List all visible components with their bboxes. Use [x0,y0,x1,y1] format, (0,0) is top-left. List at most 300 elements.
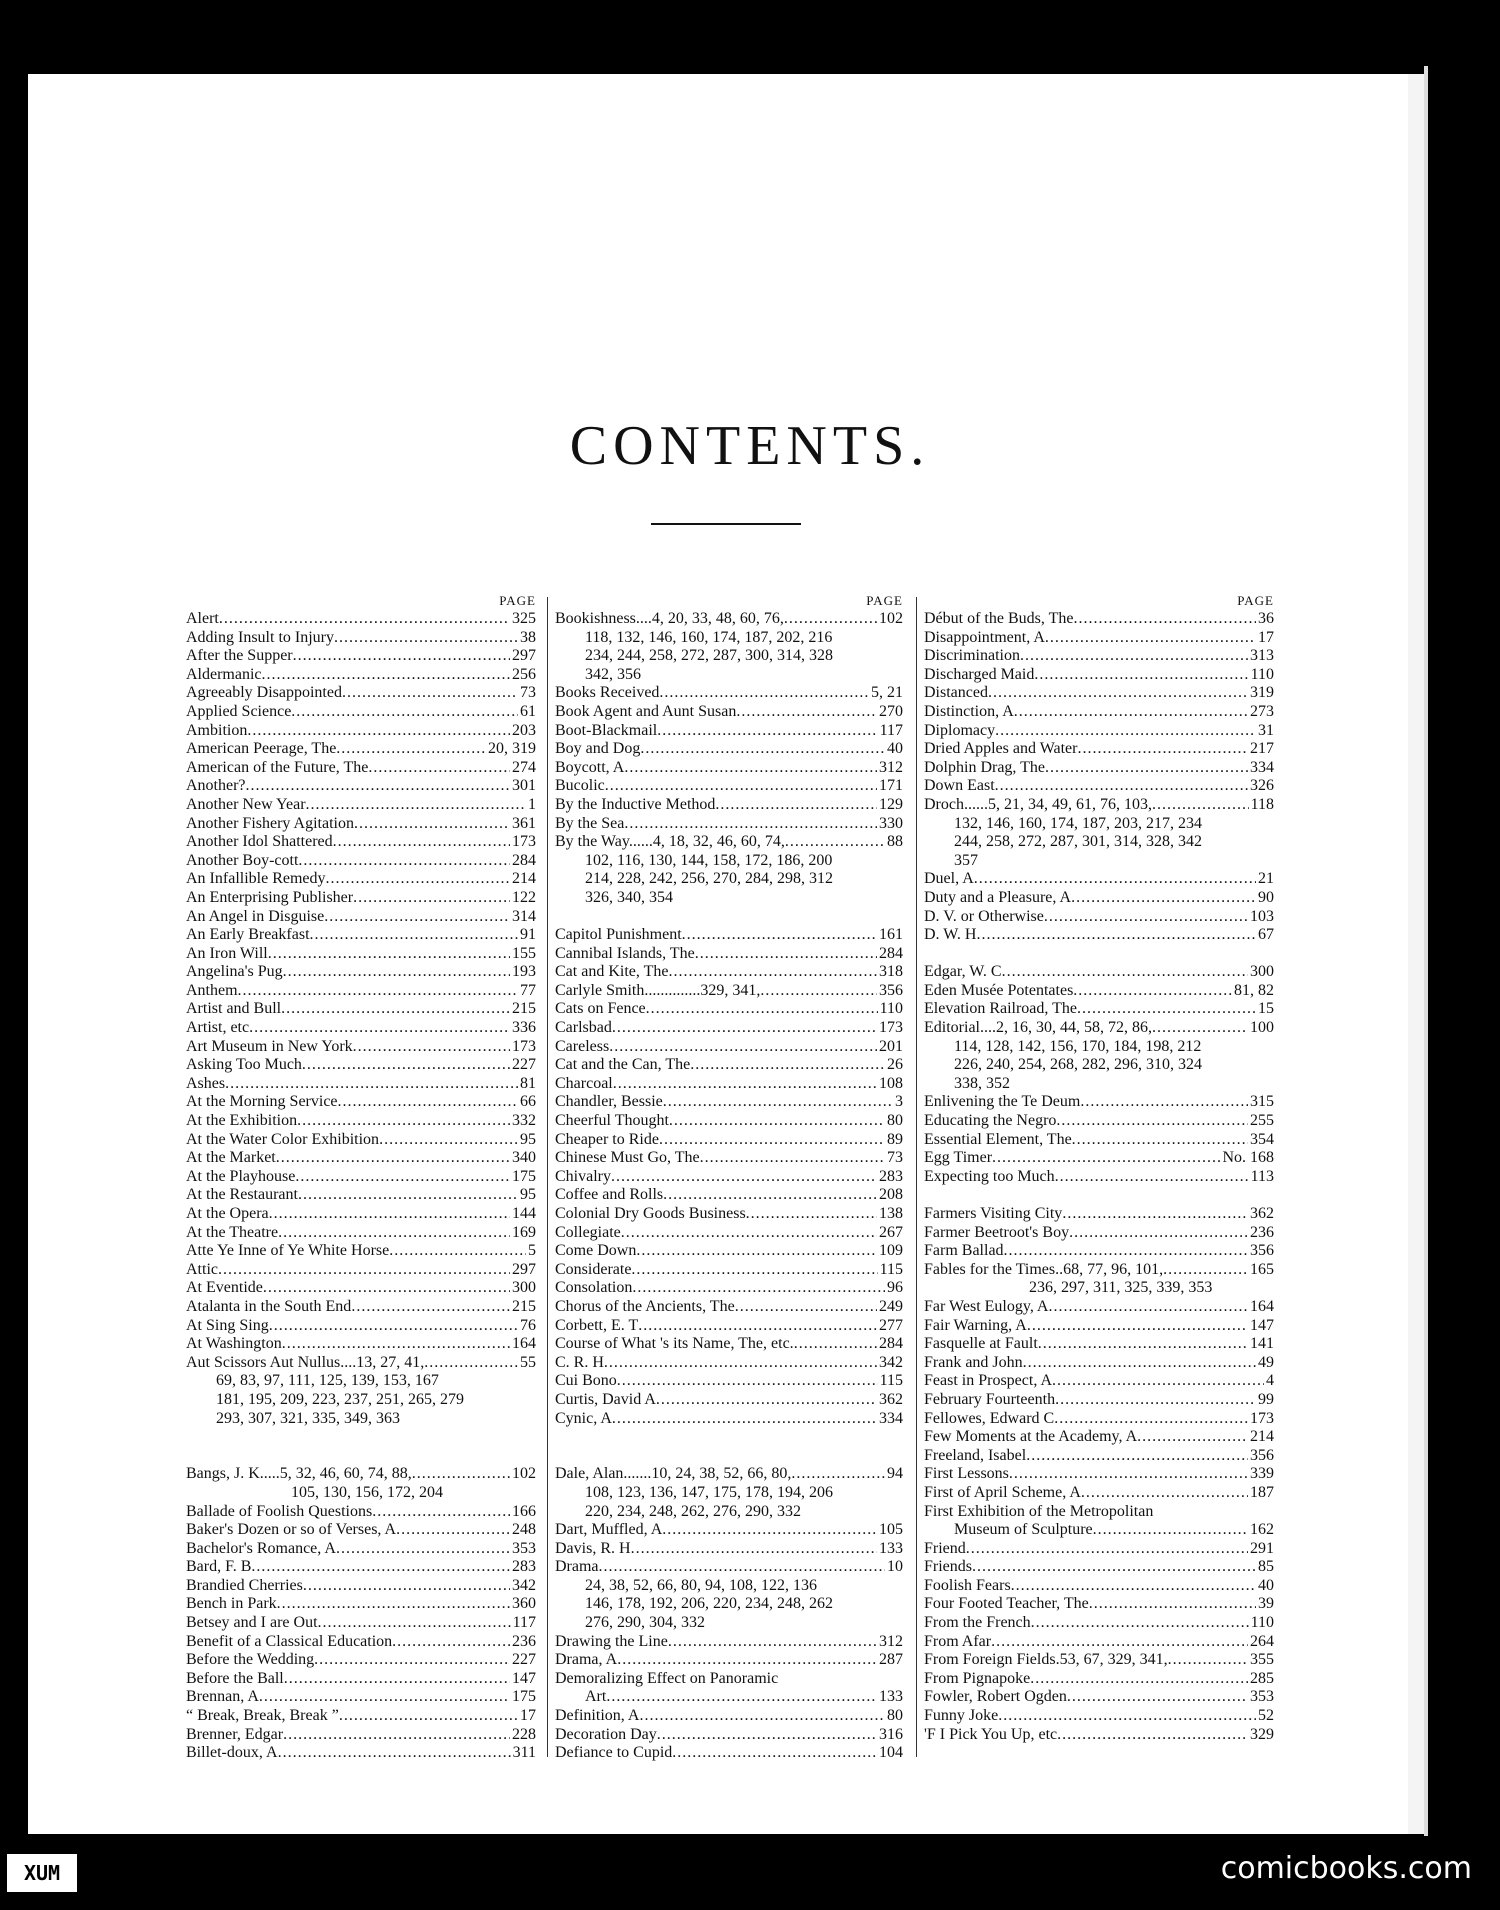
entry-title: Bangs, J. K.....5, 32, 46, 60, 74, 88, [186,1465,412,1483]
dot-leader [631,1540,877,1559]
contents-entry [924,1558,1274,1577]
entry-page-number: 300 [512,1279,536,1297]
entry-page-number: 17 [520,1707,536,1725]
contents-entry [186,666,536,685]
contents-entry [555,1410,903,1429]
contents-entry [924,1391,1274,1410]
dot-leader [1163,1261,1248,1280]
entry-title: Aut Scissors Aut Nullus....13, 27, 41, [186,1353,425,1371]
entry-title: First Lessons [924,1465,1009,1483]
entry-title: Chorus of the Ancients, The [555,1297,735,1315]
entry-page-number: 325 [512,610,536,627]
entry-page-number: 80 [887,1112,903,1130]
section-gap [186,1428,536,1447]
entry-title: Distanced [924,684,988,702]
dot-leader [295,1168,510,1187]
entry-title: Museum of Sculpture [954,1521,1093,1539]
dot-leader [735,1298,877,1317]
entry-title: From Pignapoke [924,1669,1031,1687]
dot-leader [269,1205,510,1224]
dot-leader [995,722,1256,741]
entry-title: Agreeably Disappointed [186,684,342,702]
dot-leader [612,1410,877,1429]
entry-title: February Fourteenth [924,1390,1056,1408]
contents-entry [186,703,536,722]
dot-leader [1026,1447,1248,1466]
contents-entry [924,1688,1274,1707]
contents-entry [555,1317,903,1336]
dot-leader [298,852,510,871]
contents-entry [924,722,1274,741]
entry-page-number: 284 [512,851,536,869]
entry-page-number: 340 [512,1149,536,1167]
entry-title: Capitol Punishment [555,926,682,944]
contents-entry [924,982,1274,1001]
dot-leader [657,1726,877,1745]
entry-title: Four Footed Teacher, The [924,1595,1089,1613]
contents-entry [186,1242,536,1261]
entry-title: Friend [924,1539,966,1557]
entry-title: Brenner, Edgar [186,1725,284,1743]
entry-title: Careless [555,1037,610,1055]
entry-title: Bard, F. B [186,1558,252,1576]
entry-page-number: 362 [879,1390,903,1408]
contents-entry [555,1558,903,1577]
entry-title: Decoration Day [555,1725,657,1743]
dot-leader [613,1075,877,1094]
dot-leader [336,740,486,759]
entry-title: Bench in Park [186,1595,277,1613]
dot-leader [353,889,510,908]
contents-entry [555,1186,903,1205]
dot-leader [646,1000,878,1019]
entry-title: Fellowes, Edward C [924,1409,1055,1427]
entry-title: Dale, Alan.......10, 24, 38, 52, 66, 80, [555,1465,792,1483]
watermark: comicbooks.com [1220,1851,1472,1886]
entry-title: American Peerage, The [186,740,337,758]
entry-page-number: 319 [1250,684,1274,702]
entry-page-number: 81, 82 [1234,981,1274,999]
entry-continuation: 220, 234, 248, 262, 276, 290, 332 [585,1502,801,1520]
dot-leader [794,1335,877,1354]
entry-page-number: 342 [879,1353,903,1371]
entry-page-number: 313 [1250,647,1274,665]
entry-title: Discrimination [924,647,1020,665]
dot-leader [609,1038,877,1057]
dot-leader [354,815,510,834]
dot-leader [396,1521,510,1540]
entry-title: Curtis, David A [555,1390,656,1408]
contents-entry [924,1410,1274,1429]
contents-entry [186,1261,536,1280]
entry-title: At the Market [186,1149,276,1167]
dot-leader [1054,1410,1248,1429]
entry-page-number: 5, 21 [871,684,903,702]
entry-title: Essential Element, The [924,1130,1072,1148]
entry-page-number: 356 [1250,1242,1274,1260]
dot-leader [278,1744,511,1763]
contents-entry [186,1131,536,1150]
contents-entry [924,1521,1274,1540]
entry-title: At the Exhibition [186,1112,298,1130]
entry-page-number: 274 [512,758,536,776]
contents-entry [924,1633,1274,1652]
entry-page-number: 31 [1258,721,1274,739]
dot-leader [1073,982,1232,1001]
contents-entry [924,1261,1274,1280]
contents-entry [924,1168,1274,1187]
contents-entry [186,1093,536,1112]
entry-title: Fair Warning, A [924,1316,1027,1334]
dot-leader [746,1205,877,1224]
contents-entry [186,722,536,741]
entry-title: After the Supper [186,647,293,665]
contents-entry [555,926,903,945]
entry-title: Baker's Dozen or so of Verses, A [186,1521,397,1539]
entry-title: Book Agent and Aunt Susan [555,702,737,720]
entry-title: Art [585,1688,607,1706]
contents-entry [924,1484,1274,1503]
dot-leader [636,1242,877,1261]
contents-entry [186,852,536,871]
contents-entry [186,1168,536,1187]
contents-entry [186,796,536,815]
entry-page-number: 256 [512,665,536,683]
entry-page-number: 129 [879,795,903,813]
entry-page-number: 102 [879,610,903,627]
entry-title: Artist, etc [186,1019,250,1037]
dot-leader [669,1112,885,1131]
entry-page-number: 228 [512,1725,536,1743]
dot-leader [1038,1335,1248,1354]
entry-page-number: 270 [879,702,903,720]
entry-page-number: 287 [879,1651,903,1669]
column-divider-1 [547,597,548,1757]
entry-title: Diplomacy [924,721,996,739]
entry-page-number: 362 [1250,1205,1274,1222]
dot-leader [1045,759,1248,778]
entry-title: An Infallible Remedy [186,870,326,888]
entry-page-number: 15 [1258,1000,1274,1018]
contents-entry [555,1651,903,1670]
dot-leader [1071,889,1256,908]
entry-page-number: 301 [512,777,536,795]
contents-entry [555,722,903,741]
contents-entry [186,740,536,759]
dot-leader [976,926,1256,945]
contents-entry [924,1447,1274,1466]
entry-page-number: 249 [879,1297,903,1315]
dot-leader [1004,1242,1248,1261]
entry-page-number: 110 [1250,1614,1274,1632]
entry-title: Eden Musée Potentates [924,981,1074,999]
dot-leader [278,1224,510,1243]
entry-page-number: 96 [887,1279,903,1297]
entry-page-number: 227 [512,1651,536,1669]
dot-leader [624,815,877,834]
entry-page-number: 297 [512,1260,536,1278]
entry-title: Enlivening the Te Deum [924,1093,1081,1111]
entry-page-number: 193 [512,963,536,981]
entry-page-number: 141 [1250,1335,1274,1353]
dot-leader [668,963,877,982]
entry-page-number: 214 [512,870,536,888]
entry-title: Droch......5, 21, 34, 49, 61, 76, 103, [924,795,1152,813]
entry-page-number: 90 [1258,888,1274,906]
entry-title: Cat and the Can, The [555,1056,691,1074]
entry-title: At Sing Sing [186,1316,269,1334]
entry-title: Feast in Prospect, A [924,1372,1052,1390]
contents-entry [186,1558,536,1577]
entry-title: Atte Ye Inne of Ye White Horse [186,1242,390,1260]
entry-continuation: 342, 356 [585,665,641,683]
contents-entry [186,833,536,852]
dot-leader [318,1614,511,1633]
dot-leader [736,703,877,722]
entry-page-number: 115 [879,1260,903,1278]
entry-page-number: 356 [1250,1446,1274,1464]
entry-title: Cheerful Thought [555,1112,669,1130]
entry-title: An Iron Will [186,944,268,962]
entry-page-number: 214 [1250,1428,1274,1446]
entry-title: Cynic, A [555,1409,612,1427]
entry-title: At the Morning Service [186,1093,338,1111]
entry-title: Another? [186,777,246,795]
dot-leader [303,1577,510,1596]
entry-title: Demoralizing Effect on Panoramic [555,1669,779,1687]
entry-title: At the Opera [186,1205,269,1222]
entry-continuation: 214, 228, 242, 256, 270, 284, 298, 312 [585,870,833,888]
entry-continuation: 226, 240, 254, 268, 282, 296, 310, 324 [954,1056,1202,1074]
contents-entry [555,1670,903,1689]
dot-leader [314,1651,510,1670]
dot-leader [991,1633,1248,1652]
dot-leader [246,777,510,796]
contents-entry [924,610,1274,629]
entry-title: An Early Breakfast [186,926,310,944]
entry-page-number: 117 [879,721,903,739]
entry-title: Dolphin Drag, The [924,758,1046,776]
entry-title: Asking Too Much [186,1056,302,1074]
contents-entry [924,759,1274,778]
contents-entry [924,1707,1274,1726]
contents-entry [186,1521,536,1540]
entry-title: Carlyle Smith..............329, 341, [555,981,761,999]
contents-column-2 [555,592,903,1763]
entry-page-number: 109 [879,1242,903,1260]
contents-entry [555,1707,903,1726]
entry-page-number: 356 [879,981,903,999]
entry-title: Drama, A [555,1651,618,1669]
entry-title: Far West Eulogy, A [924,1297,1049,1315]
entry-page-number: 164 [1250,1297,1274,1315]
entry-title: Books Received [555,684,660,702]
entry-title: Art Museum in New York [186,1037,353,1055]
dot-leader [659,1131,885,1150]
dot-leader [992,1149,1220,1168]
entry-title: D. V. or Otherwise [924,907,1044,925]
entry-title: Another Fishery Agitation [186,814,354,832]
dot-leader [372,1503,510,1522]
dot-leader [1093,1521,1248,1540]
entry-title: Cannibal Islands, The [555,944,695,962]
entry-page-number: 73 [887,1149,903,1167]
entry-title: Aldermanic [186,665,262,683]
dot-leader [1081,1484,1248,1503]
contents-entry [924,1205,1274,1224]
dot-leader [306,796,526,815]
entry-page-number: 330 [879,814,903,832]
entry-title: Course of What 's its Name, The, etc. [555,1335,794,1353]
dot-leader [342,684,518,703]
page-title: CONTENTS. [569,415,931,477]
dot-leader [632,1279,885,1298]
entry-page-number: 215 [512,1000,536,1018]
contents-column-3 [924,592,1274,1744]
entry-page-number: 102 [512,1465,536,1483]
contents-entry [555,1521,903,1540]
contents-entry [186,647,536,666]
entry-title: Distinction, A [924,702,1014,720]
entry-title: Down East [924,777,995,795]
entry-page-number: 38 [520,628,536,646]
entry-page-number: 353 [512,1539,536,1557]
contents-entry [555,1224,903,1243]
entry-page-number: 49 [1258,1353,1274,1371]
entry-continuation: 236, 297, 311, 325, 339, 353 [1029,1279,1213,1297]
contents-entry [555,1354,903,1373]
entry-title: Atalanta in the South End [186,1297,352,1315]
dot-leader [268,945,510,964]
dot-leader [1062,1205,1248,1224]
contents-entry [555,1744,903,1763]
entry-page-number: 138 [879,1205,903,1222]
contents-entry [924,1670,1274,1689]
contents-entry [186,1019,536,1038]
contents-entry [924,1372,1274,1391]
dot-leader [988,684,1248,703]
contents-entry [555,1168,903,1187]
dot-leader [1089,1595,1256,1614]
dot-leader [353,1038,510,1057]
dot-leader [412,1465,510,1484]
entry-title: At Eventide [186,1279,263,1297]
dot-leader [1014,703,1248,722]
contents-entry [555,1093,903,1112]
entry-title: Betsey and I are Out [186,1614,318,1632]
contents-entry [186,1633,536,1652]
entry-title: Chandler, Bessie [555,1093,663,1111]
archive-badge: XUM [7,1854,77,1892]
entry-title: Angelina's Pug [186,963,283,981]
dot-leader [1067,1688,1248,1707]
dot-leader [1077,740,1248,759]
contents-entry [924,684,1274,703]
contents-entry [924,1131,1274,1150]
entry-page-number: 105 [879,1521,903,1539]
entry-title: From Foreign Fields.53, 67, 329, 341, [924,1651,1168,1669]
entry-title: Colonial Dry Goods Business [555,1205,746,1222]
contents-entry [924,1428,1274,1447]
contents-entry [186,1707,536,1726]
entry-title: Discharged Maid [924,665,1035,683]
contents-entry [924,926,1274,945]
entry-page-number: 122 [512,888,536,906]
entry-page-number: 318 [879,963,903,981]
dot-leader [1045,629,1256,648]
dot-leader [238,982,518,1001]
dot-leader [663,1186,877,1205]
contents-entry [924,1335,1274,1354]
page-heading: PAGE [866,593,903,608]
entry-page-number: 283 [512,1558,536,1576]
dot-leader [682,926,877,945]
entry-page-number: 203 [512,721,536,739]
entry-title: Definition, A [555,1707,640,1725]
entry-page-number: 283 [879,1167,903,1185]
entry-page-number: 100 [1250,1019,1274,1037]
entry-title: Elevation Railroad, The [924,1000,1077,1018]
entry-title: By the Way......4, 18, 32, 46, 60, 74, [555,833,785,851]
dot-leader [1168,1651,1248,1670]
entry-page-number: 165 [1250,1260,1274,1278]
contents-entry [186,1186,536,1205]
contents-entry [924,1595,1274,1614]
entry-page-number: 227 [512,1056,536,1074]
entry-page-number: 20, 319 [488,740,536,758]
contents-entry [555,1465,903,1484]
entry-title: D. W. H [924,926,977,944]
dot-leader [269,1317,518,1336]
dot-leader [1152,1019,1248,1038]
entry-page-number: 291 [1250,1539,1274,1557]
entry-title: Ballade of Foolish Questions [186,1502,373,1520]
dot-leader [282,1335,510,1354]
entry-title: At the Theatre [186,1223,279,1241]
entry-page-number: 161 [879,926,903,944]
contents-entry [555,1391,903,1410]
contents-entry [924,1000,1274,1019]
entry-page-number: 354 [1250,1130,1274,1148]
contents-entry [924,908,1274,927]
entry-list [186,610,536,1763]
dot-leader [1020,647,1248,666]
dot-leader [302,1056,510,1075]
entry-page-number: 108 [879,1074,903,1092]
dot-leader [1069,1224,1248,1243]
dot-leader [1009,1465,1248,1484]
entry-page-number: 326 [1250,777,1274,795]
dot-leader [995,777,1248,796]
entry-title: Foolish Fears [924,1576,1011,1594]
entry-title: At the Playhouse [186,1167,296,1185]
dot-leader [1080,1093,1248,1112]
dot-leader [218,1261,510,1280]
contents-entry [186,1224,536,1243]
entry-page-number: 248 [512,1521,536,1539]
entry-continuation: 105, 130, 156, 172, 204 [291,1483,443,1501]
contents-entry [924,1317,1274,1336]
entry-page-number: 173 [512,833,536,851]
entry-page-number: 332 [512,1112,536,1130]
dot-leader [1031,1614,1249,1633]
dot-leader [657,722,877,741]
column-divider-2 [916,597,917,1757]
entry-page-number: 208 [879,1186,903,1204]
contents-entry [555,815,903,834]
contents-entry [186,1465,536,1484]
entry-title: Davis, R. H [555,1539,631,1557]
